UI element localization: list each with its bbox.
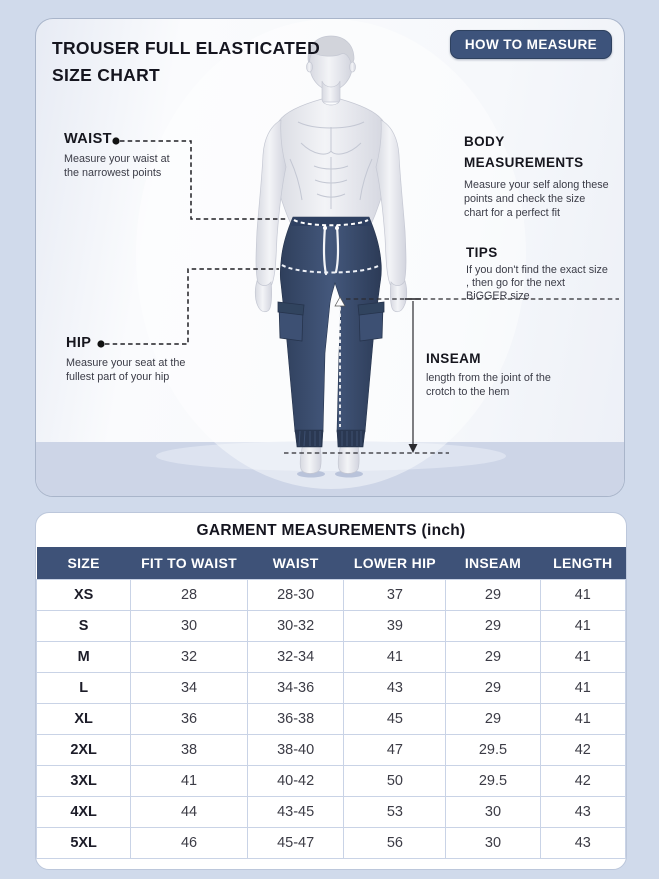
value-cell: 41 xyxy=(344,642,446,673)
garment-measurements-card xyxy=(35,512,627,870)
value-cell: 39 xyxy=(344,611,446,642)
value-cell: 43 xyxy=(540,828,625,859)
column-header: SIZE xyxy=(37,547,131,580)
size-table-head-row xyxy=(37,547,626,580)
value-cell: 29 xyxy=(446,611,540,642)
column-header: INSEAM xyxy=(446,547,540,580)
value-cell: 46 xyxy=(131,828,248,859)
value-cell: 43-45 xyxy=(247,797,344,828)
size-cell: S xyxy=(37,611,131,642)
how-to-measure-badge: HOW TO MEASURE xyxy=(450,30,612,59)
column-header: FIT TO WAIST xyxy=(131,547,248,580)
table-row xyxy=(37,766,626,797)
table-row xyxy=(37,704,626,735)
tips-label: TIPS xyxy=(466,245,498,260)
value-cell: 29 xyxy=(446,642,540,673)
column-header: LOWER HIP xyxy=(344,547,446,580)
value-cell: 44 xyxy=(131,797,248,828)
value-cell: 29 xyxy=(446,704,540,735)
value-cell: 38 xyxy=(131,735,248,766)
value-cell: 37 xyxy=(344,580,446,611)
body-measurements-annotation xyxy=(464,131,610,220)
value-cell: 50 xyxy=(344,766,446,797)
value-cell: 56 xyxy=(344,828,446,859)
table-title: GARMENT MEASUREMENTS (inch) xyxy=(196,522,466,539)
inseam-description: length from the joint of the crotch to the hem xyxy=(426,372,551,398)
page-title: TROUSER FULL ELASTICATED SIZE CHART xyxy=(52,38,321,85)
tips-description: If you don't find the exact size , then go for the next BiGGER size xyxy=(466,264,608,302)
value-cell: 28 xyxy=(131,580,248,611)
value-cell: 36 xyxy=(131,704,248,735)
body-measurements-label: BODY MEASUREMENTS xyxy=(464,134,584,170)
how-to-measure-card xyxy=(35,18,625,497)
value-cell: 42 xyxy=(540,735,625,766)
hip-description: Measure your seat at the fullest part of your hip xyxy=(66,357,186,383)
size-table xyxy=(36,547,626,859)
inseam-annotation xyxy=(426,351,566,399)
size-cell: XL xyxy=(37,704,131,735)
value-cell: 45-47 xyxy=(247,828,344,859)
column-header: LENGTH xyxy=(540,547,625,580)
value-cell: 41 xyxy=(131,766,248,797)
value-cell: 29 xyxy=(446,673,540,704)
table-row xyxy=(37,642,626,673)
value-cell: 38-40 xyxy=(247,735,344,766)
value-cell: 41 xyxy=(540,580,625,611)
value-cell: 36-38 xyxy=(247,704,344,735)
body-measurements-description: Measure your self along these points and check the size chart for a perfect fit xyxy=(464,179,609,219)
value-cell: 32-34 xyxy=(247,642,344,673)
value-cell: 34-36 xyxy=(247,673,344,704)
value-cell: 40-42 xyxy=(247,766,344,797)
value-cell: 53 xyxy=(344,797,446,828)
size-cell: XS xyxy=(37,580,131,611)
value-cell: 28-30 xyxy=(247,580,344,611)
inseam-label: INSEAM xyxy=(426,351,481,366)
size-cell: 5XL xyxy=(37,828,131,859)
size-cell: 2XL xyxy=(37,735,131,766)
value-cell: 41 xyxy=(540,611,625,642)
cargo-pocket-left xyxy=(278,302,304,341)
value-cell: 34 xyxy=(131,673,248,704)
cargo-pocket-right xyxy=(358,302,384,341)
waist-description: Measure your waist at the narrowest points xyxy=(64,153,170,179)
tips-annotation xyxy=(466,245,608,303)
table-row xyxy=(37,828,626,859)
size-cell: L xyxy=(37,673,131,704)
value-cell: 29.5 xyxy=(446,735,540,766)
value-cell: 29.5 xyxy=(446,766,540,797)
value-cell: 43 xyxy=(344,673,446,704)
value-cell: 30 xyxy=(446,797,540,828)
value-cell: 42 xyxy=(540,766,625,797)
value-cell: 32 xyxy=(131,642,248,673)
table-row xyxy=(37,673,626,704)
size-cell: M xyxy=(37,642,131,673)
value-cell: 45 xyxy=(344,704,446,735)
value-cell: 30-32 xyxy=(247,611,344,642)
waist-label: WAIST xyxy=(64,131,112,147)
value-cell: 47 xyxy=(344,735,446,766)
value-cell: 43 xyxy=(540,797,625,828)
table-row xyxy=(37,611,626,642)
hip-label: HIP xyxy=(66,335,92,351)
size-table-body xyxy=(37,580,626,859)
hip-annotation xyxy=(66,335,186,384)
table-row xyxy=(37,797,626,828)
value-cell: 30 xyxy=(446,828,540,859)
size-cell: 4XL xyxy=(37,797,131,828)
value-cell: 41 xyxy=(540,673,625,704)
size-cell: 3XL xyxy=(37,766,131,797)
column-header: WAIST xyxy=(247,547,344,580)
value-cell: 29 xyxy=(446,580,540,611)
value-cell: 30 xyxy=(131,611,248,642)
table-row xyxy=(37,580,626,611)
value-cell: 41 xyxy=(540,642,625,673)
table-row xyxy=(37,735,626,766)
value-cell: 41 xyxy=(540,704,625,735)
waist-annotation xyxy=(64,131,176,180)
